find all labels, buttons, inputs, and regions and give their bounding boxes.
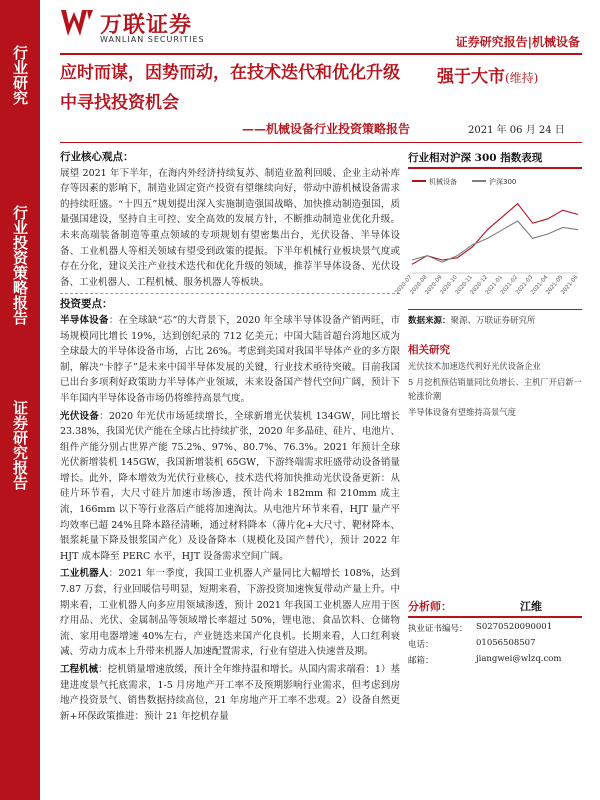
x-tick-label: 2020-12: [469, 274, 489, 296]
legend-label: 沪深300: [489, 178, 517, 186]
analyst-email-row: [408, 654, 582, 666]
title-divider: [60, 142, 582, 143]
related-research-heading: 相关研究: [408, 344, 450, 356]
phone-label: 电话：: [408, 640, 434, 650]
email-value[interactable]: jiangwei@wlzq.com: [476, 654, 562, 664]
phone-value: 01056508507: [476, 638, 536, 648]
point-robot: [60, 566, 400, 660]
core-view-heading: 行业核心观点：: [60, 151, 134, 163]
key-points-heading: 投资要点：: [60, 298, 113, 311]
chart-svg: [394, 173, 582, 303]
section-divider: [60, 293, 400, 294]
right-column: [394, 150, 582, 419]
x-tick-label: 2020-09: [424, 274, 444, 296]
x-tick-label: 2020-11: [454, 274, 474, 296]
page-header: [0, 0, 600, 54]
main-content: [60, 150, 400, 726]
analyst-phone-row: [408, 638, 582, 650]
sidebar-label-securities-report: 证券研究报告: [11, 400, 29, 490]
relative-performance-chart: [394, 173, 582, 303]
cert-value: S0270520090001: [476, 622, 553, 632]
x-tick-label: 2021-06: [560, 274, 580, 296]
logo-en-text: WANLIAN SECURITIES: [100, 35, 205, 44]
source-text: 聚源、万联证券研究所: [450, 316, 536, 326]
chart-source: [408, 309, 582, 326]
rating: [437, 62, 538, 87]
x-tick-label: 2020-07: [394, 274, 414, 296]
source-label: 数据来源：: [408, 316, 451, 326]
related-item[interactable]: 半导体设备有望维持高景气度: [408, 407, 516, 417]
point-pv-label: 光伏设备: [60, 410, 100, 422]
point-semiconductor-text: ：在全球缺“芯”的大背景下，2020 年全球半导体设备产销两旺，市场规模同比增长 19%，达到创纪录的 712 亿美元；中国大陆首超台湾地区成为全球最大的半导体设备市场，占比 26%。考虑到美国对我国半导体产业的多方限制，解决“卡脖子”是未来中国半导体发展的关键，行业技术亟待突破。目前我国已出台多项利好政策助力半导体产业领域，未来设备国产替代空间广阔，预计下半年国内半导体设备市场仍将维持高景气度。: [60, 314, 400, 404]
report-date: 2021 年 06 月 24 日: [468, 125, 565, 136]
x-tick-label: 2020-08: [409, 274, 429, 296]
point-construction-label: 工程机械: [60, 664, 99, 675]
related-item[interactable]: 光伏技术加速迭代利好光伏设备企业: [408, 361, 541, 371]
email-label: 邮箱：: [408, 656, 434, 666]
sidebar: [0, 0, 40, 800]
x-tick-label: 2021-05: [545, 274, 565, 296]
analyst-header: [408, 598, 582, 618]
analyst-name: 江维: [520, 600, 542, 613]
wanlian-logo-icon: [60, 8, 94, 38]
x-tick-label: 2021-02: [499, 274, 520, 296]
point-robot-label: 工业机器人: [60, 568, 109, 580]
chart-title: 行业相对沪深 300 指数表现: [408, 150, 582, 169]
cert-label: 执业证书编号：: [408, 624, 468, 634]
report-subtitle: ——机械设备行业投资策略报告: [241, 122, 410, 136]
point-construction-text: ：挖机销量增速放缓，预计全年维持温和增长。从国内需求端看：1）基建进度景气托底需求，1-5 月房地产开工率不及预期影响行业需求，但考虑到房地产投资景气、销售数据持续高位，21 年房地产开工率不悲观。2）设备自然更新+环保政策推进：预计 21 年挖机存量: [60, 664, 400, 722]
company-logo: [60, 8, 220, 48]
rating-value: 强于大市: [437, 67, 505, 87]
x-tick-label: 2021-04: [529, 274, 550, 296]
report-title: 应时而谋，因势而动，在技术迭代和优化升级中寻找投资机会: [60, 63, 400, 113]
header-divider: [60, 53, 582, 55]
sidebar-label-strategy-report: 行业投资策略报告: [11, 205, 29, 325]
point-semiconductor-label: 半导体设备: [60, 314, 109, 326]
report-type: 证券研究报告|机械设备: [455, 35, 580, 49]
analyst-box: [408, 598, 582, 666]
x-tick-label: 2020-10: [439, 274, 459, 296]
point-construction: [60, 662, 400, 724]
series-line: [412, 221, 578, 262]
x-tick-label: 2021-01: [484, 274, 505, 296]
point-robot-text: ：2021 年一季度，我国工业机器人产量同比大幅增长 108%，达到 7.87 万套，行业回暖信号明显，短期来看，下游投资加速恢复带动产量上升。中期来看，工业机器人向多应用领域渗透，预计 2021 年我国工业机器人应用于医疗用品、光伏、金属制品等领域增长率超过 50%，锂电池、食品饮料、仓储物流、家用电器增速 40%左右，产业链迭来国产化良机。长期来看，人口红利衰减、劳动力成本上升带来机器人加速配置需求，行业有望进入快速普及期。: [60, 568, 400, 658]
related-item[interactable]: 5 月挖机预估销量同比负增长、主机厂开启新一轮涨价潮: [408, 377, 582, 401]
x-tick-label: 2021-03: [514, 274, 535, 296]
rating-note: (维持): [505, 71, 539, 85]
core-view-text: 展望 2021 年下半年，在海内外经济持续复苏、制造业盈利回暖、企业主动补库存等因素的影响下，制造业固定资产投资有望继续向好，带动中游机械设备需求的持续旺盛。“十四五”规划提出深入实施制造强国战略、加快推动制造强国，质量强国建设，坚持自主可控、安全高效的发展方针，不断推动制造业优化升级。未来高端装备制造等重点领域的专项规划有望密集出台，光伏设备、半导体设备、工业机器人等相关领域有望受到政策的提振。下半年机械行业板块景气度或存在分化，建议关注产业技术迭代和优化升级的领域，推荐半导体设备、光伏设备、工业机器人、工程机械、服务机器人等板块。: [60, 167, 400, 288]
logo-cn-text: 万联证券: [100, 13, 193, 38]
analyst-label: 分析师：: [408, 600, 452, 613]
sidebar-label-industry-research: 行业研究: [11, 45, 29, 105]
point-pv-text: ：2020 年光伏市场延续增长，全球新增光伏装机 134GW，同比增长 23.38%，我国光伏产能在全球占比持续扩张，2020 年多晶硅、硅片、电池片、组件产能分别占世界产能 75.2%、97%、80.7%、76.3%。2021 年预计全球光伏新增装机 145GW，我国新增装机 65GW，下游终端需求旺盛带动设备销量增长。此外，降本增效为光伏行业核心，技术迭代将加快推动光伏设备更新：从硅片环节看，大尺寸硅片加速市场渗透，预计尚未 182mm 和 210mm 成主流，166mm 以下等行业落后产能将加速淘汰。从电池片环节来看，HJT 量产平均效率已超 24%且降本路径清晰，通过材料降本（薄片化+大尺寸、靶材降本、银浆耗量下降及银浆国产化）及设备降本（规模化及国产替代），预计 2022 年 HJT 成本降至 PERC 水平，HJT 设备需求空间广阔。: [60, 410, 400, 562]
analyst-cert-row: [408, 622, 582, 634]
point-pv: [60, 409, 400, 565]
legend-label: 机械设备: [429, 178, 457, 186]
point-semiconductor: [60, 313, 400, 407]
